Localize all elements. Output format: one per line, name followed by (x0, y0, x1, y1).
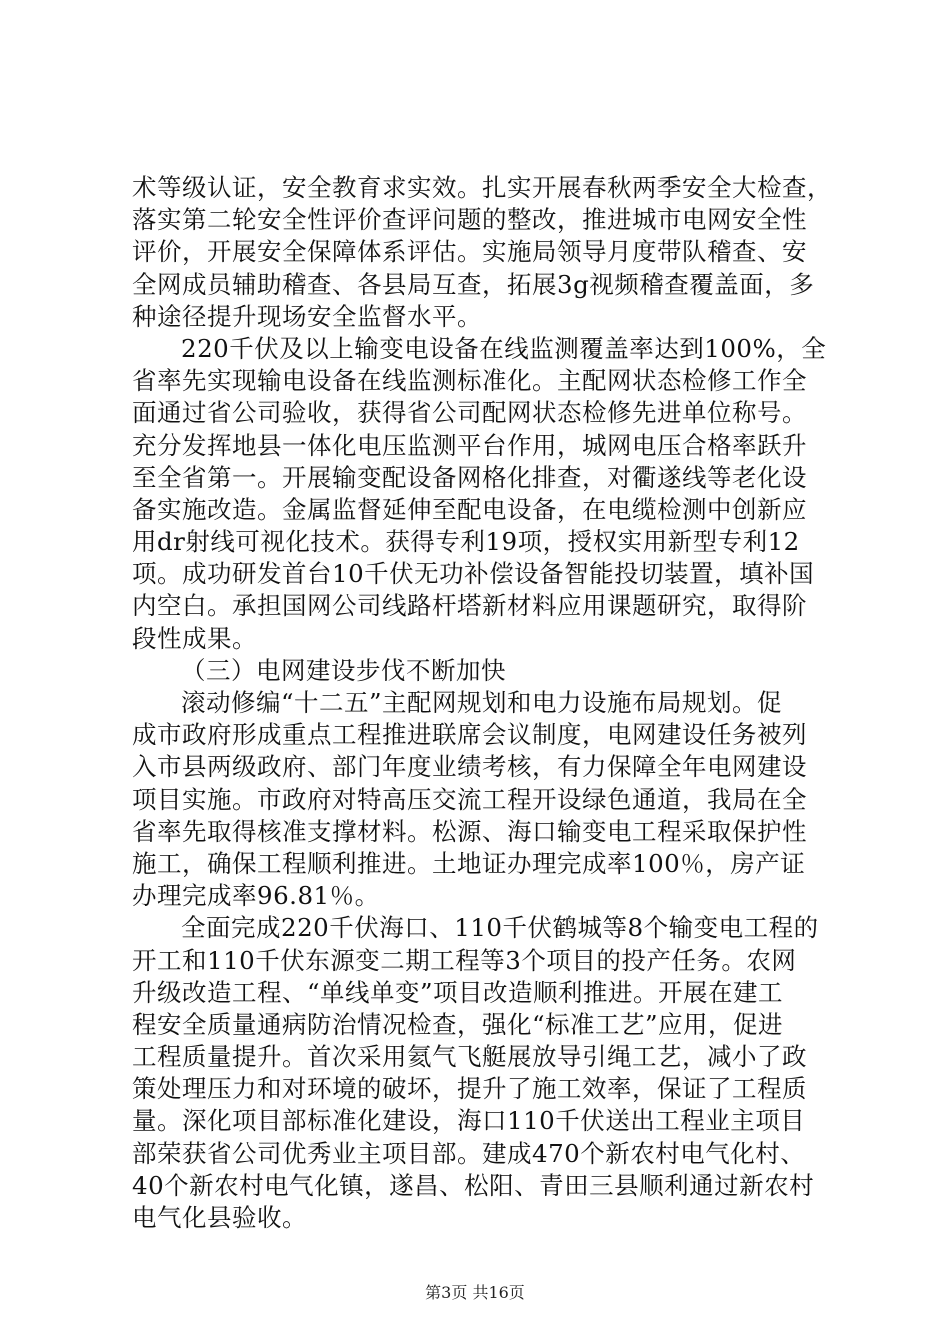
text-line: 评价，开展安全保障体系评估。实施局领导月度带队稽查、安 (132, 237, 807, 267)
text-line: 开工和110千伏东源变二期工程等3个项目的投产任务。农网 (132, 945, 797, 975)
text-line: 内空白。承担国网公司线路杆塔新材料应用课题研究，取得阶 (132, 591, 807, 621)
text-line: 施工，确保工程顺利推进。土地证办理完成率100％，房产证 (132, 848, 806, 878)
text-line: 种途径提升现场安全监督水平。 (132, 301, 482, 331)
text-line: 省率先取得核准支撑材料。松源、海口输变电工程采取保护性 (132, 816, 807, 846)
body-text (132, 172, 832, 1234)
paragraph-start-line: 全面完成220千伏海口、110千伏鹤城等8个输变电工程的 (181, 913, 819, 943)
text-line: 升级改造工程、“单线单变”项目改造顺利推进。开展在建工 (132, 977, 784, 1007)
text-line: 落实第二轮安全性评价查评问题的整改，推进城市电网安全性 (132, 205, 807, 235)
text-line: 工程质量提升。首次采用氦气飞艇展放导引绳工艺，减小了政 (132, 1042, 807, 1072)
text-line: 部荣获省公司优秀业主项目部。建成470个新农村电气化村、 (132, 1138, 806, 1168)
text-line: 40个新农村电气化镇，遂昌、松阳、青田三县顺利通过新农村 (132, 1170, 815, 1200)
section-heading: （三）电网建设步伐不断加快 (181, 655, 506, 685)
text-line: 成市政府形成重点工程推进联席会议制度，电网建设任务被列 (132, 720, 807, 750)
paragraph-start-line: 220千伏及以上输变电设备在线监测覆盖率达到100%，全 (181, 333, 827, 363)
text-line: 程安全质量通病防治情况检查，强化“标准工艺”应用，促进 (132, 1009, 784, 1039)
page-number-footer: 第3页 共16页 (425, 1283, 525, 1302)
text-line: 用dr射线可视化技术。获得专利19项，授权实用新型专利12 (132, 527, 800, 557)
text-line: 项目实施。市政府对特高压交流工程开设绿色通道，我局在全 (132, 784, 807, 814)
text-line: 量。深化项目部标准化建设，海口110千伏送出工程业主项目 (132, 1106, 806, 1136)
text-line: 段性成果。 (132, 623, 257, 653)
text-line: 术等级认证，安全教育求实效。扎实开展春秋两季安全大检查， (132, 173, 832, 202)
paragraph-start-line: 滚动修编“十二五”主配网规划和电力设施布局规划。促 (181, 688, 783, 717)
text-line: 全网成员辅助稽查、各县局互查，拓展3g视频稽查覆盖面，多 (132, 269, 815, 299)
text-line: 电气化县验收。 (132, 1203, 307, 1232)
text-line: 充分发挥地县一体化电压监测平台作用，城网电压合格率跃升 (132, 430, 807, 460)
text-line: 备实施改造。金属监督延伸至配电设备，在电缆检测中创新应 (132, 494, 807, 524)
text-line: 入市县两级政府、部门年度业绩考核，有力保障全年电网建设 (132, 752, 807, 782)
text-line: 策处理压力和对环境的破坏，提升了施工效率，保证了工程质 (132, 1074, 807, 1104)
text-line: 省率先实现输电设备在线监测标准化。主配网状态检修工作全 (132, 366, 807, 396)
text-line: 办理完成率96.81％。 (132, 881, 380, 911)
text-line: 项。成功研发首台10千伏无功补偿设备智能投切装置，填补国 (132, 559, 815, 589)
text-line: 面通过省公司验收，获得省公司配网状态检修先进单位称号。 (132, 398, 807, 428)
text-line: 至全省第一。开展输变配设备网格化排查，对衢遂线等老化设 (132, 462, 807, 492)
